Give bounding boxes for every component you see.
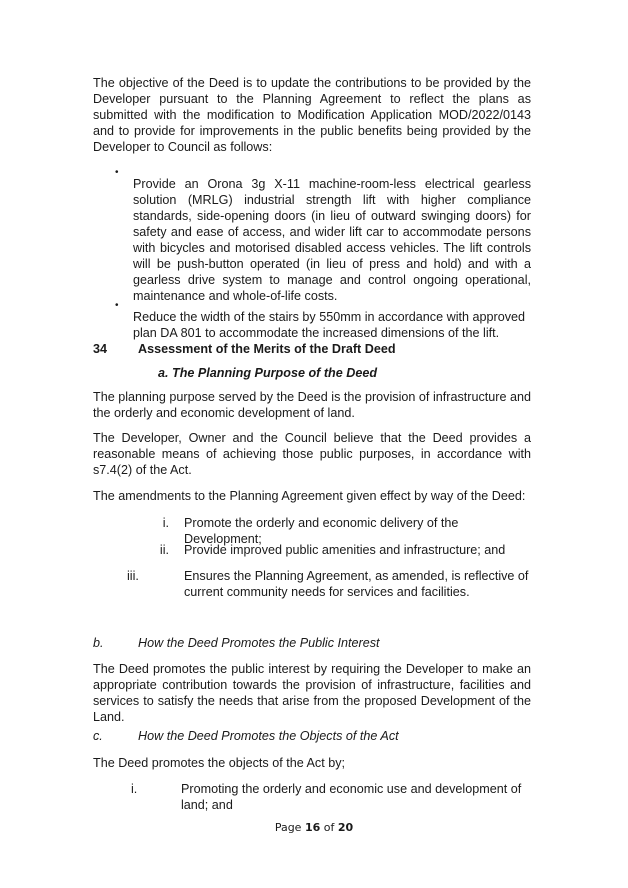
section-title: Assessment of the Merits of the Draft Deed: [138, 342, 396, 356]
subheading-b-letter: b.: [93, 636, 104, 650]
subheading-a: a. The Planning Purpose of the Deed: [158, 366, 378, 380]
bullet-2-marker: •: [115, 300, 119, 311]
footer-prefix: Page: [274, 821, 305, 834]
subheading-b-title: How the Deed Promotes the Public Interest: [138, 636, 380, 650]
amend-item-2-text: Provide improved public amenities and infrastructure; and: [184, 543, 506, 557]
purpose-paragraph: The planning purpose served by the Deed is the provision of infrastructure and the orderly and economic development of land.: [93, 390, 531, 420]
objects-item-1-number: i.: [131, 782, 138, 796]
amend-item-2-number: ii.: [159, 543, 169, 557]
page-footer: [0, 821, 628, 834]
amend-item-1-number: i.: [162, 516, 169, 530]
current-page-number: 16: [304, 821, 321, 834]
amend-item-3-number: iii.: [127, 569, 139, 583]
bullet-2-text: Reduce the width of the stairs by 550mm in accordance with approved plan DA 801 to accommodate the increased dimensions of the lift.: [133, 309, 526, 340]
amend-item-1-text: Promote the orderly and economic delivery of the Development;: [184, 516, 459, 546]
section-number: 34: [93, 342, 108, 356]
believe-paragraph: The Developer, Owner and the Council believe that the Deed provides a reasonable means of achieving those public purposes, in accordance with s7.4(2) of the Act.: [93, 431, 531, 477]
amend-item-3-text: Ensures the Planning Agreement, as amended, is reflective of current community needs for services and facilities.: [184, 569, 529, 599]
subheading-c-letter: c.: [93, 729, 103, 743]
bullet-1-text: Provide an Orona 3g X-11 machine-room-less electrical gearless solution (MRLG) industrial strength lift with higher compliance standards, side-opening doors (in lieu of outward swinging doors) for safety and ease of access, and wider lift car to accommodate persons with bicycles and motorised disabled access vehicles. The lift controls will be push-button operated (in lieu of press and hold) and with a gearless drive system to manage and control ongoing operational, maintenance and whole-of-life costs.: [133, 176, 531, 303]
amendments-paragraph: The amendments to the Planning Agreement given effect by way of the Deed:: [93, 489, 526, 503]
footer-of: of: [320, 821, 338, 834]
bullet-1-marker: •: [115, 167, 119, 178]
total-page-count: 20: [337, 821, 354, 834]
objects-paragraph: The Deed promotes the objects of the Act by;: [93, 756, 346, 770]
intro-paragraph: The objective of the Deed is to update the contributions to be provided by the Developer pursuant to the Planning Agreement to reflect the plans as submitted with the modification to Modification Application MOD/2022/0143 and to provide for improvements in the public benefits being provided by the Developer to Council as follows:: [93, 76, 531, 154]
objects-item-1-text: Promoting the orderly and economic use and development of land; and: [181, 782, 522, 812]
public-interest-paragraph: The Deed promotes the public interest by requiring the Developer to make an appropriate contribution towards the provision of infrastructure, facilities and services to satisfy the needs that arise from the proposed Development of the Land.: [93, 662, 531, 724]
subheading-c-title: How the Deed Promotes the Objects of the Act: [138, 729, 399, 743]
